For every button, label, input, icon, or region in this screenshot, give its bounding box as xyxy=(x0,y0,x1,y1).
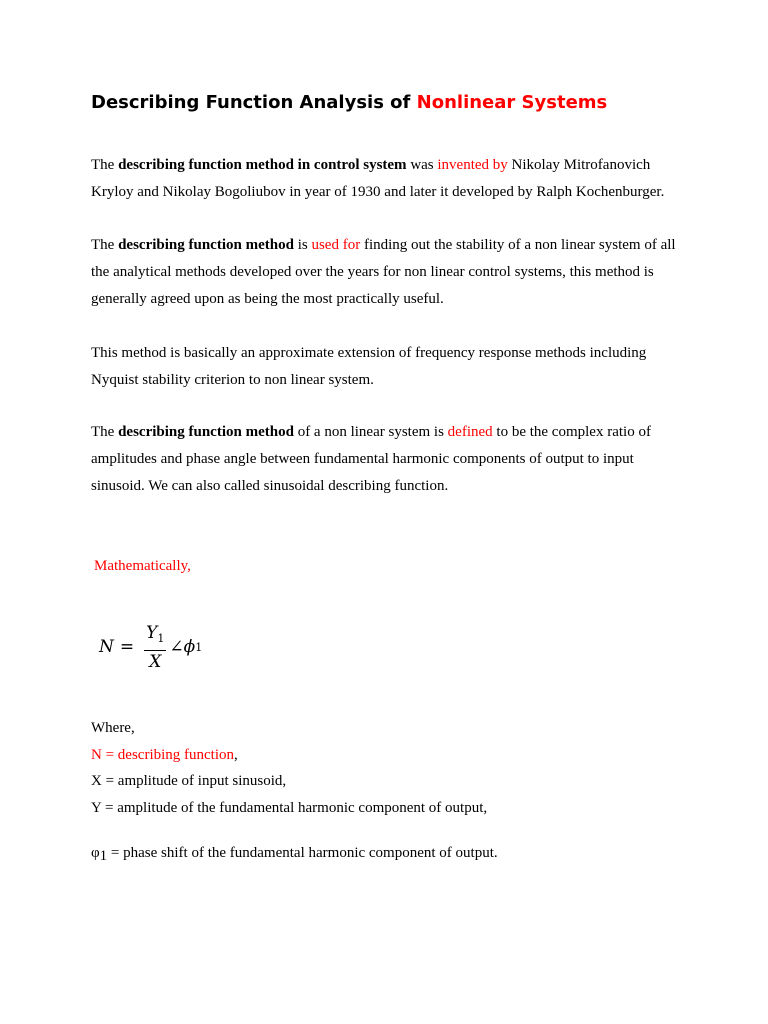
title-highlight: Nonlinear Systems xyxy=(416,92,608,113)
p1-text-3: Nikolay Mitrofanovich Kryloy and Nikolay Bogoliubov in year of 1930 and later it developed by Ralph Kochenburger. xyxy=(91,157,665,200)
describing-function-formula xyxy=(99,624,202,670)
definition-phi xyxy=(91,840,498,869)
p4-text-1: The xyxy=(91,424,119,440)
definition-n xyxy=(91,742,487,769)
title-lead: Describing Function Analysis of xyxy=(91,92,417,113)
formula-equals: = xyxy=(119,637,135,657)
definition-n-tail: , xyxy=(234,746,238,763)
p1-text-2: was xyxy=(406,157,438,173)
angle-symbol: ∠ xyxy=(169,637,184,657)
paragraph-definition xyxy=(91,419,687,500)
definition-y: Y = amplitude of the fundamental harmonic component of output, xyxy=(91,799,488,816)
p2-text-1: The xyxy=(91,237,119,253)
p4-text-2: of a non linear system is xyxy=(293,424,448,440)
definition-x: X = amplitude of input sinusoid, xyxy=(91,773,287,789)
paragraph-history xyxy=(91,152,687,206)
formula-phi: ϕ xyxy=(183,637,196,657)
formula-numerator xyxy=(144,623,166,651)
phi-symbol: φ xyxy=(91,845,100,861)
page-title xyxy=(91,91,607,115)
p3-text-1: This method is basically an approximate extension of frequency response methods including Nyquist stability criterion to non linear system. xyxy=(91,345,647,388)
p1-red-term: invented by xyxy=(437,157,508,173)
p2-text-2: is xyxy=(293,237,312,253)
p2-red-term: used for xyxy=(311,237,361,253)
numerator-var: Y xyxy=(146,622,158,643)
p1-text-1: The xyxy=(91,157,119,173)
numerator-sub: 1 xyxy=(157,631,165,645)
definitions-list xyxy=(91,715,487,821)
paragraph-extension xyxy=(91,340,687,394)
phi-subscript: 1 xyxy=(99,848,108,864)
formula-lhs: N xyxy=(99,637,114,657)
p4-text-3: to be the complex ratio of amplitudes and phase angle between fundamental harmonic components of output to input sinusoid. We can also called sinusoidal describing function. xyxy=(91,424,651,494)
formula-phi-sub: 1 xyxy=(195,640,203,654)
phi-text: = phase shift of the fundamental harmonic component of output. xyxy=(107,845,498,861)
mathematically-label: Mathematically, xyxy=(94,558,191,574)
formula-fraction xyxy=(144,623,166,672)
paragraph-usage xyxy=(91,232,687,313)
p2-text-3: finding out the stability of a non linear system of all the analytical methods developed over the years for non linear control systems, this method is generally agreed upon as being the most practically useful. xyxy=(91,237,676,307)
p4-bold-term: describing function method xyxy=(118,424,294,440)
definition-n-red: N = describing function xyxy=(91,746,235,763)
p4-red-term: defined xyxy=(447,424,493,440)
formula-denominator: X xyxy=(149,651,162,672)
p1-bold-term: describing function method in control system xyxy=(118,157,407,173)
where-label: Where, xyxy=(91,720,135,736)
p2-bold-term: describing function method xyxy=(118,237,294,253)
